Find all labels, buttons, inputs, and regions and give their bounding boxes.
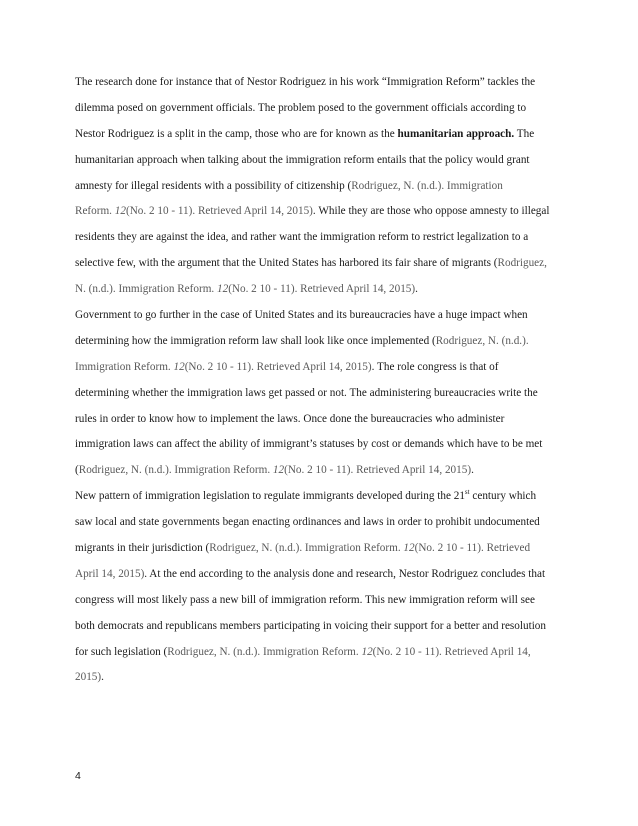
paragraph	[75, 484, 565, 691]
text-line	[75, 381, 565, 407]
text-run: . The role congress is that of	[371, 360, 499, 373]
citation-text: 2015)	[75, 671, 102, 684]
text-run: Government to go further in the case of United States and its bureaucracies have a huge impact when	[75, 309, 528, 322]
text-run: both democrats and republicans members participating in voicing their support for a better and resolution	[75, 619, 546, 632]
citation-text: 12	[361, 645, 373, 658]
text-run: . While they are those who oppose amnesty to illegal	[312, 205, 550, 218]
text-run: (	[75, 464, 79, 477]
citation-text: Rodriguez, N. (n.d.). Immigration	[351, 179, 503, 192]
citation-text: 12	[173, 360, 185, 373]
text-line	[75, 484, 565, 510]
citation-text: Rodriguez,	[497, 257, 547, 270]
text-run: migrants in their jurisdiction (	[75, 542, 210, 555]
text-line	[75, 225, 565, 251]
citation-text: 12	[217, 283, 229, 296]
citation-text: (No. 2 10 - 11). Retrieved April 14, 2015)	[284, 464, 472, 477]
text-run: .	[471, 464, 474, 477]
text-run: determining whether the immigration laws get passed or not. The administering bureaucracies write the	[75, 386, 538, 399]
citation-text: (No. 2 10 - 11). Retrieved April 14, 2015)	[125, 205, 313, 218]
text-run: humanitarian approach when talking about the immigration reform entails that the policy would grant	[75, 153, 530, 166]
citation-text: 12	[272, 464, 285, 477]
text-line	[75, 510, 565, 536]
paragraph	[75, 303, 565, 484]
bold-text: humanitarian approach.	[397, 127, 515, 140]
text-line	[75, 432, 565, 458]
citation-text: Rodriguez, N. (n.d.). Immigration Reform.	[167, 645, 362, 658]
text-run: . At the end according to the analysis done and research, Nestor Rodriguez concludes that	[144, 567, 546, 580]
text-line	[75, 536, 565, 562]
citation-text: Reform.	[75, 205, 115, 218]
text-line	[75, 199, 565, 225]
text-line	[75, 251, 565, 277]
citation-text: (No. 2 10 - 11). Retrieved April 14, 2015)	[228, 283, 416, 296]
text-run: immigration laws can affect the ability of immigrant’s statuses by cost or demands which have to be met	[75, 438, 543, 451]
text-run: Nestor Rodriguez is a split in the camp, those who are for known as the	[75, 127, 398, 140]
text-run: The	[514, 127, 535, 140]
text-line	[75, 640, 565, 666]
text-run: rules in order to know how to implement the laws. Once done the bureaucracies who administer	[75, 412, 505, 425]
text-line	[75, 122, 565, 148]
text-run: .	[415, 283, 418, 296]
citation-text: (No. 2 10 - 11). Retrieved April 14,	[372, 645, 531, 658]
text-run: The research done for instance that of Nestor Rodriguez in his work “Immigration Reform” tackles the	[75, 76, 536, 88]
text-line	[75, 303, 565, 329]
superscript: st	[464, 488, 470, 497]
text-run: residents they are against the idea, and rather want the immigration reform to restrict legalization to a	[75, 231, 529, 244]
page-number: 4	[75, 770, 81, 782]
citation-text: April 14, 2015)	[75, 567, 145, 580]
text-run: for such legislation (	[75, 645, 168, 658]
citation-text: Rodriguez, N. (n.d.). Immigration Reform.	[209, 542, 404, 555]
citation-text: (No. 2 10 - 11). Retrieved	[414, 542, 531, 555]
text-run: century which	[469, 490, 537, 503]
text-run: dilemma posed on government officials. The problem posed to the government officials according to	[75, 101, 527, 114]
citation-text: N. (n.d.). Immigration Reform.	[75, 283, 217, 296]
text-line	[75, 148, 565, 174]
text-line	[75, 614, 565, 640]
text-run: .	[101, 671, 104, 684]
body-text	[75, 70, 565, 691]
text-line	[75, 588, 565, 614]
citation-text: Rodriguez, N. (n.d.). Immigration Reform.	[78, 464, 273, 477]
citation-text: 12	[403, 542, 415, 555]
text-line	[75, 277, 565, 303]
paragraph	[75, 70, 565, 303]
text-run: amnesty for illegal residents with a possibility of citizenship (	[75, 179, 352, 192]
text-line	[75, 355, 565, 381]
citation-text: Rodriguez, N. (n.d.).	[435, 334, 529, 347]
text-line	[75, 562, 565, 588]
text-line	[75, 458, 565, 484]
text-run: selective few, with the argument that the United States has harbored its fair share of migrants (	[75, 257, 498, 270]
text-run: congress will most likely pass a new bill of immigration reform. This new immigration reform will see	[75, 593, 535, 606]
citation-text: (No. 2 10 - 11). Retrieved April 14, 2015)	[184, 360, 372, 373]
text-run: determining how the immigration reform law shall look like once implemented (	[75, 334, 436, 347]
text-line	[75, 174, 565, 200]
citation-text: 12	[114, 205, 126, 218]
text-line	[75, 407, 565, 433]
text-line	[75, 70, 565, 96]
text-run: saw local and state governments began enacting ordinances and laws in order to prohibit undocumented	[75, 516, 540, 529]
citation-text: Immigration Reform.	[75, 360, 174, 373]
text-line	[75, 329, 565, 355]
text-line	[75, 96, 565, 122]
text-run: New pattern of immigration legislation to regulate immigrants developed during the 21	[75, 490, 465, 503]
text-line	[75, 665, 565, 691]
